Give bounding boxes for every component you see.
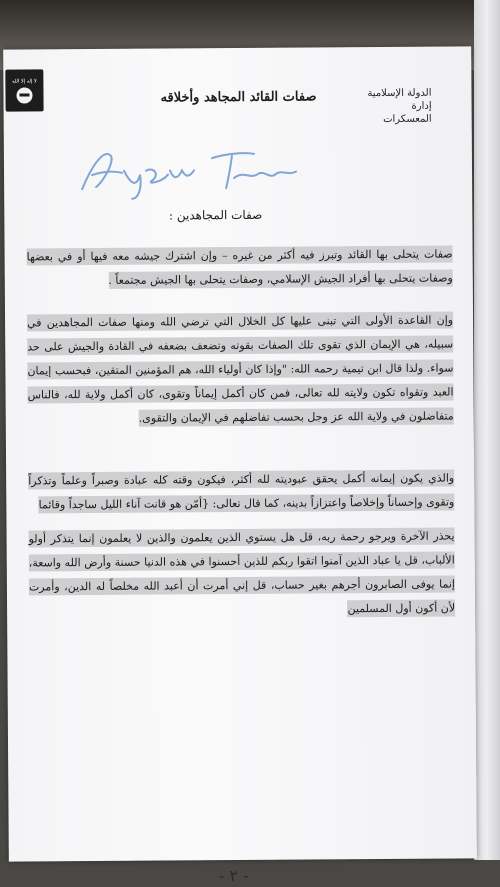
paragraph-2-text: وإن القاعدة الأولى التي تبنى عليها كل الخلال التي ترضي الله ومنها صفات المجاهدين في سبيله، هي الإيمان الذي تقوى تلك الصفات بقوته وتضعف بضعفه في القادة والجيش على حد سواء. ولذا قال ابن تيمية رحمه الله: "وإذا كان أولياء الله، هم المؤمنين المتقين، فبحسب إيمان العبد وتقواه تكون ولايته لله تعالى، فمن كان أكمل إيماناً وتقوى، كان أكمل ولاية لله، فالناس متفاضلون في ولاية الله عز وجل بحسب تفاضلهم في الإيمان والتقوى. (27, 313, 454, 425)
paragraph-1 (27, 243, 453, 294)
logo-text-line-1: لا إله إلا الله (12, 77, 37, 85)
paragraph-2 (27, 309, 454, 432)
paragraph-4-text: يحذر الآخرة ويرجو رحمة ربه، قل هل يستوي الذين يعلمون والذين لا يعلمون إنما يتذكر أولو الألباب، قل يا عباد الذين آمنوا اتقوا ربكم للذين أحسنوا في هذه الدنيا حسنة وأرض الله واسعة، إنما يوفى الصابرون أجرهم بغير حساب، قل إني أمرت أن أعبد الله مخلصاً له الدين، وأمرت لأن أكون أول المسلمين (28, 529, 456, 616)
section-heading: صفات المجاهدين : (168, 207, 263, 223)
org-department: إدارة المعسكرات (383, 100, 432, 125)
org-name: الدولة الإسلامية (367, 87, 432, 100)
document-title: صفات القائد المجاهد وأخلاقه (160, 89, 317, 106)
page-number: - ٢ - (218, 865, 249, 886)
page-stack-edge (474, 0, 500, 860)
paragraph-4 (29, 525, 456, 624)
paragraph-1-text: صفات يتحلى بها القائد وتبرز فيه أكثر من غيره – وإن اشترك جيشه معه فيها أو في بعضها وصفات يتحلى بها أفراد الجيش الإسلامي، وصفات يتحلى بها الجيش مجتمعاً . (26, 247, 453, 287)
seal-icon (16, 87, 32, 103)
isis-logo (5, 69, 43, 111)
paragraph-3-text: والذي يكون إيمانه أكمل يحقق عبوديته لله أكثر، فيكون وقته كله عبادة وصبراً وعلماً وتذكراً وتقوى وإحساناً وإخلاصاً واعتزازاً بدينه، كما قال تعالى: {أمّن هو قانت آناء الليل ساجداً وقائما (28, 471, 455, 512)
paragraph-3 (28, 467, 454, 518)
header-organization (361, 87, 431, 126)
handwritten-signature (74, 140, 304, 202)
document-page (3, 46, 477, 886)
